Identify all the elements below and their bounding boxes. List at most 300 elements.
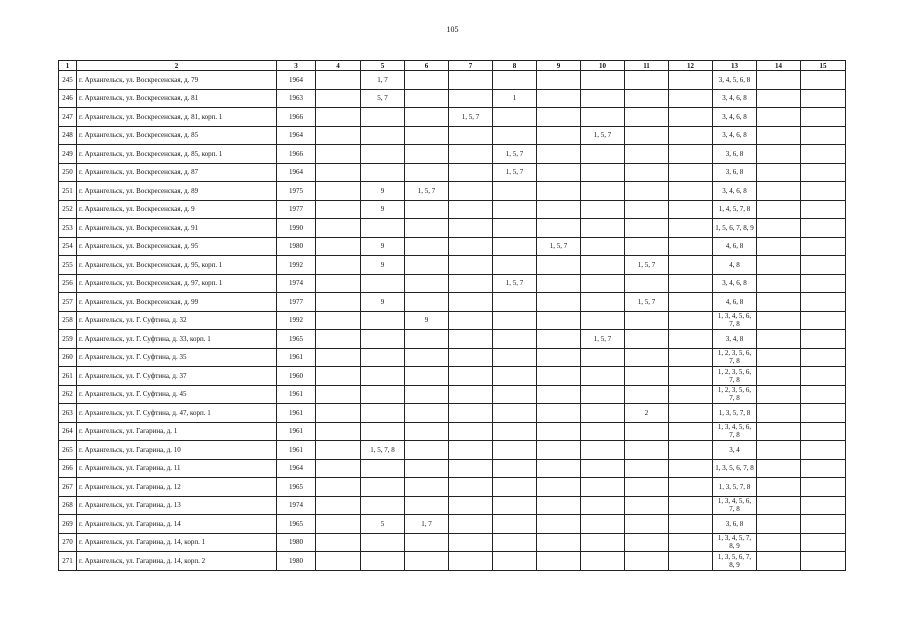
table-cell [405,237,449,256]
table-cell [537,108,581,127]
table-cell [801,385,846,404]
table-cell [625,237,669,256]
table-cell [405,478,449,497]
table-cell [625,274,669,293]
table-cell [581,163,625,182]
column-header-13: 13 [713,61,757,71]
table-cell: 1, 5, 6, 7, 8, 9 [713,219,757,238]
address-cell: г. Архангельск, ул. Г. Суфтина, д. 45 [77,385,277,404]
row-number-cell: 267 [59,478,77,497]
row-number-cell: 271 [59,552,77,571]
table-cell: 1, 3, 4, 5, 7, 8, 9 [713,533,757,552]
table-cell [757,367,801,386]
table-cell [669,71,713,90]
table-cell [537,89,581,108]
table-cell: 1, 4, 5, 7, 8 [713,200,757,219]
table-cell [493,256,537,275]
table-cell [405,496,449,515]
table-cell: 1980 [277,533,316,552]
row-number-cell: 261 [59,367,77,386]
table-cell: 3, 4, 8 [713,330,757,349]
table-cell [757,515,801,534]
table-cell [757,496,801,515]
table-cell: 1966 [277,108,316,127]
table-cell: 1, 7 [405,515,449,534]
table-cell [493,515,537,534]
table-cell [316,441,361,460]
table-cell: 2 [625,404,669,423]
table-cell [405,404,449,423]
table-cell [757,200,801,219]
table-cell [316,330,361,349]
table-cell: 1964 [277,126,316,145]
table-row [59,200,846,219]
table-cell [361,126,405,145]
table-cell: 1966 [277,145,316,164]
table-cell [493,200,537,219]
address-cell: г. Архангельск, ул. Воскресенская, д. 95 [77,237,277,256]
table-cell: 1965 [277,330,316,349]
table-cell [801,496,846,515]
table-cell [493,108,537,127]
table-cell [581,533,625,552]
table-cell: 1, 5, 7 [493,274,537,293]
table-cell [449,163,493,182]
table-cell: 1961 [277,422,316,441]
table-cell [405,163,449,182]
table-cell: 4, 6, 8 [713,237,757,256]
table-cell [757,330,801,349]
table-row [59,441,846,460]
table-cell [757,533,801,552]
table-cell [449,311,493,330]
table-cell [316,256,361,275]
table-cell [449,385,493,404]
table-cell [581,459,625,478]
table-cell: 4, 8 [713,256,757,275]
table-cell [757,274,801,293]
table-cell: 1, 3, 5, 6, 7, 8 [713,459,757,478]
table-cell [449,89,493,108]
table-cell: 1, 3, 4, 5, 6, 7, 8 [713,311,757,330]
table-cell: 1964 [277,71,316,90]
table-cell [625,441,669,460]
table-cell [757,459,801,478]
table-cell: 1961 [277,441,316,460]
table-cell: 1, 3, 4, 5, 6, 7, 8 [713,496,757,515]
table-cell [316,348,361,367]
column-header-5: 5 [361,61,405,71]
table-cell: 1, 5, 7 [537,237,581,256]
table-cell [361,348,405,367]
table-cell [669,385,713,404]
row-number-cell: 262 [59,385,77,404]
table-cell [537,404,581,423]
table-cell [669,496,713,515]
table-cell [801,89,846,108]
table-cell [316,367,361,386]
table-cell [581,293,625,312]
table-cell [449,182,493,201]
address-cell: г. Архангельск, ул. Гагарина, д. 14, корп. 1 [77,533,277,552]
table-cell [581,256,625,275]
table-cell [669,533,713,552]
table-cell [537,515,581,534]
table-cell [669,200,713,219]
table-cell [625,496,669,515]
table-cell [625,145,669,164]
table-cell [581,515,625,534]
table-cell [316,459,361,478]
table-cell [801,274,846,293]
table-cell: 3, 4, 6, 8 [713,274,757,293]
row-number-cell: 248 [59,126,77,145]
table-cell [625,311,669,330]
table-cell: 1975 [277,182,316,201]
table-cell [801,441,846,460]
table-cell [669,552,713,571]
table-cell [449,145,493,164]
table-cell [801,237,846,256]
table-cell [669,274,713,293]
table-cell [801,330,846,349]
table-cell [669,459,713,478]
table-cell [625,200,669,219]
table-row [59,459,846,478]
table-cell [316,404,361,423]
table-row [59,348,846,367]
table-cell [801,71,846,90]
table-cell: 4, 6, 8 [713,293,757,312]
table-row [59,163,846,182]
table-cell [537,478,581,497]
table-cell [625,330,669,349]
table-cell [581,385,625,404]
table-cell [801,348,846,367]
table-row [59,367,846,386]
table-cell [801,311,846,330]
table-cell [537,367,581,386]
table-cell: 1, 3, 5, 7, 8 [713,404,757,423]
table-row [59,182,846,201]
address-cell: г. Архангельск, ул. Воскресенская, д. 99 [77,293,277,312]
table-cell: 1, 5, 7 [449,108,493,127]
table-cell [537,311,581,330]
table-cell [316,385,361,404]
table-cell [361,145,405,164]
table-cell [493,496,537,515]
table-cell [361,404,405,423]
table-cell [801,552,846,571]
table-cell: 9 [361,237,405,256]
table-cell [757,237,801,256]
table-cell [757,441,801,460]
table-cell [669,237,713,256]
table-cell: 1, 5, 7 [625,293,669,312]
table-cell [581,71,625,90]
table-cell [493,533,537,552]
table-cell [537,330,581,349]
column-header-10: 10 [581,61,625,71]
table-cell [537,219,581,238]
header-row [59,61,846,71]
column-header-8: 8 [493,61,537,71]
table-row [59,219,846,238]
table-cell: 9 [361,200,405,219]
table-cell [449,330,493,349]
table-cell: 1990 [277,219,316,238]
row-number-cell: 253 [59,219,77,238]
table-cell [581,200,625,219]
table-row [59,274,846,293]
table-cell [493,422,537,441]
table-row [59,108,846,127]
table-cell [625,385,669,404]
address-cell: г. Архангельск, ул. Г. Суфтина, д. 32 [77,311,277,330]
column-header-12: 12 [669,61,713,71]
table-body [59,71,846,571]
table-cell [537,459,581,478]
table-cell [405,200,449,219]
table-cell [625,163,669,182]
table-cell [493,552,537,571]
table-cell [625,89,669,108]
table-cell [801,163,846,182]
table-cell: 1965 [277,515,316,534]
table-cell [801,478,846,497]
table-cell [316,108,361,127]
row-number-cell: 263 [59,404,77,423]
table-row [59,256,846,275]
address-cell: г. Архангельск, ул. Воскресенская, д. 79 [77,71,277,90]
address-cell: г. Архангельск, ул. Г. Суфтина, д. 35 [77,348,277,367]
table-cell [581,108,625,127]
table-cell [405,274,449,293]
table-cell: 9 [361,182,405,201]
column-header-9: 9 [537,61,581,71]
table-cell [537,71,581,90]
table-cell [493,385,537,404]
table-cell: 9 [361,293,405,312]
table-cell [449,348,493,367]
row-number-cell: 250 [59,163,77,182]
address-cell: г. Архангельск, ул. Гагарина, д. 1 [77,422,277,441]
table-cell [316,219,361,238]
table-row [59,126,846,145]
table-cell [316,515,361,534]
table-cell [757,385,801,404]
table-cell: 1, 5, 7 [493,145,537,164]
row-number-cell: 264 [59,422,77,441]
table-cell: 1 [493,89,537,108]
table-cell [405,441,449,460]
table-cell [449,478,493,497]
address-cell: г. Архангельск, ул. Воскресенская, д. 87 [77,163,277,182]
table-cell [537,496,581,515]
table-cell [581,219,625,238]
address-cell: г. Архангельск, ул. Гагарина, д. 14, корп. 2 [77,552,277,571]
table-row [59,552,846,571]
table-cell [449,274,493,293]
column-header-4: 4 [316,61,361,71]
table-cell: 1964 [277,163,316,182]
table-cell [493,330,537,349]
table-cell [581,496,625,515]
table-cell: 3, 4, 6, 8 [713,182,757,201]
table-cell [361,422,405,441]
table-cell: 1961 [277,404,316,423]
table-cell [625,367,669,386]
table-cell [493,459,537,478]
table-cell [801,293,846,312]
table-cell: 5 [361,515,405,534]
table-cell [405,385,449,404]
table-cell [581,311,625,330]
table-row [59,145,846,164]
table-cell: 1, 5, 7 [625,256,669,275]
table-cell: 1961 [277,348,316,367]
table-cell [801,200,846,219]
table-cell [449,200,493,219]
table-cell: 1965 [277,478,316,497]
table-cell [405,367,449,386]
address-cell: г. Архангельск, ул. Воскресенская, д. 91 [77,219,277,238]
table-cell [757,108,801,127]
address-cell: г. Архангельск, ул. Гагарина, д. 11 [77,459,277,478]
table-cell: 1980 [277,552,316,571]
table-row [59,330,846,349]
table-cell [669,404,713,423]
table-cell [801,367,846,386]
table-cell [405,293,449,312]
table-cell [757,552,801,571]
table-cell [625,459,669,478]
table-cell [669,163,713,182]
table-cell: 1964 [277,459,316,478]
table-cell: 1, 3, 5, 6, 7, 8, 9 [713,552,757,571]
table-cell [757,219,801,238]
table-cell [405,459,449,478]
table-cell: 1, 7 [361,71,405,90]
table-cell [801,422,846,441]
table-cell [625,533,669,552]
table-cell [801,515,846,534]
table-cell [669,293,713,312]
table-cell [581,348,625,367]
table-cell [669,441,713,460]
table-cell [361,330,405,349]
table-row [59,89,846,108]
column-header-2: 2 [77,61,277,71]
table-cell: 1974 [277,496,316,515]
table-cell [405,108,449,127]
page-number: 105 [446,25,459,34]
table-cell [361,552,405,571]
table-cell [537,200,581,219]
table-cell [449,126,493,145]
table-cell: 3, 4, 6, 8 [713,89,757,108]
row-number-cell: 257 [59,293,77,312]
address-cell: г. Архангельск, ул. Г. Суфтина, д. 47, корп. 1 [77,404,277,423]
table-cell [361,533,405,552]
table-cell [581,422,625,441]
table-row [59,71,846,90]
table-cell [361,311,405,330]
table-cell: 3, 4 [713,441,757,460]
table-cell [757,404,801,423]
table-cell [361,496,405,515]
table-cell [316,145,361,164]
table-cell [493,219,537,238]
address-cell: г. Архангельск, ул. Воскресенская, д. 81, корп. 1 [77,108,277,127]
table-cell [405,533,449,552]
table-cell [669,367,713,386]
table-cell [493,71,537,90]
table-cell [537,293,581,312]
table-cell [361,459,405,478]
address-cell: г. Архангельск, ул. Воскресенская, д. 85 [77,126,277,145]
table-cell [493,311,537,330]
table-cell [405,126,449,145]
table-cell [316,237,361,256]
table-row [59,385,846,404]
table-cell: 9 [405,311,449,330]
table-cell [405,256,449,275]
address-cell: г. Архангельск, ул. Гагарина, д. 13 [77,496,277,515]
table-cell: 1992 [277,311,316,330]
table-cell [801,404,846,423]
table-cell [801,108,846,127]
table-cell: 1980 [277,237,316,256]
table-cell: 1, 3, 4, 5, 6, 7, 8 [713,422,757,441]
table-cell [493,182,537,201]
table-cell [625,182,669,201]
table-cell [581,478,625,497]
row-number-cell: 260 [59,348,77,367]
table-cell [669,515,713,534]
table-cell [581,552,625,571]
table-cell [669,422,713,441]
column-header-11: 11 [625,61,669,71]
table-cell [537,256,581,275]
table-cell [801,219,846,238]
table-cell [405,71,449,90]
table-cell [801,459,846,478]
table-cell [405,330,449,349]
table-cell: 3, 6, 8 [713,145,757,164]
table-cell [316,71,361,90]
table-cell: 1977 [277,200,316,219]
table-cell: 1, 2, 3, 5, 6, 7, 8 [713,385,757,404]
table-cell [449,367,493,386]
table-cell [801,256,846,275]
table-row [59,478,846,497]
table-cell [449,533,493,552]
table-cell [801,533,846,552]
table-cell [801,182,846,201]
table-row [59,237,846,256]
table-cell [316,274,361,293]
table-cell [316,552,361,571]
address-cell: г. Архангельск, ул. Воскресенская, д. 97, корп. 1 [77,274,277,293]
table-row [59,496,846,515]
table-cell: 1, 5, 7 [581,126,625,145]
table-cell: 9 [361,256,405,275]
address-cell: г. Архангельск, ул. Воскресенская, д. 85, корп. 1 [77,145,277,164]
table-cell [537,552,581,571]
table-cell [316,533,361,552]
row-number-cell: 247 [59,108,77,127]
